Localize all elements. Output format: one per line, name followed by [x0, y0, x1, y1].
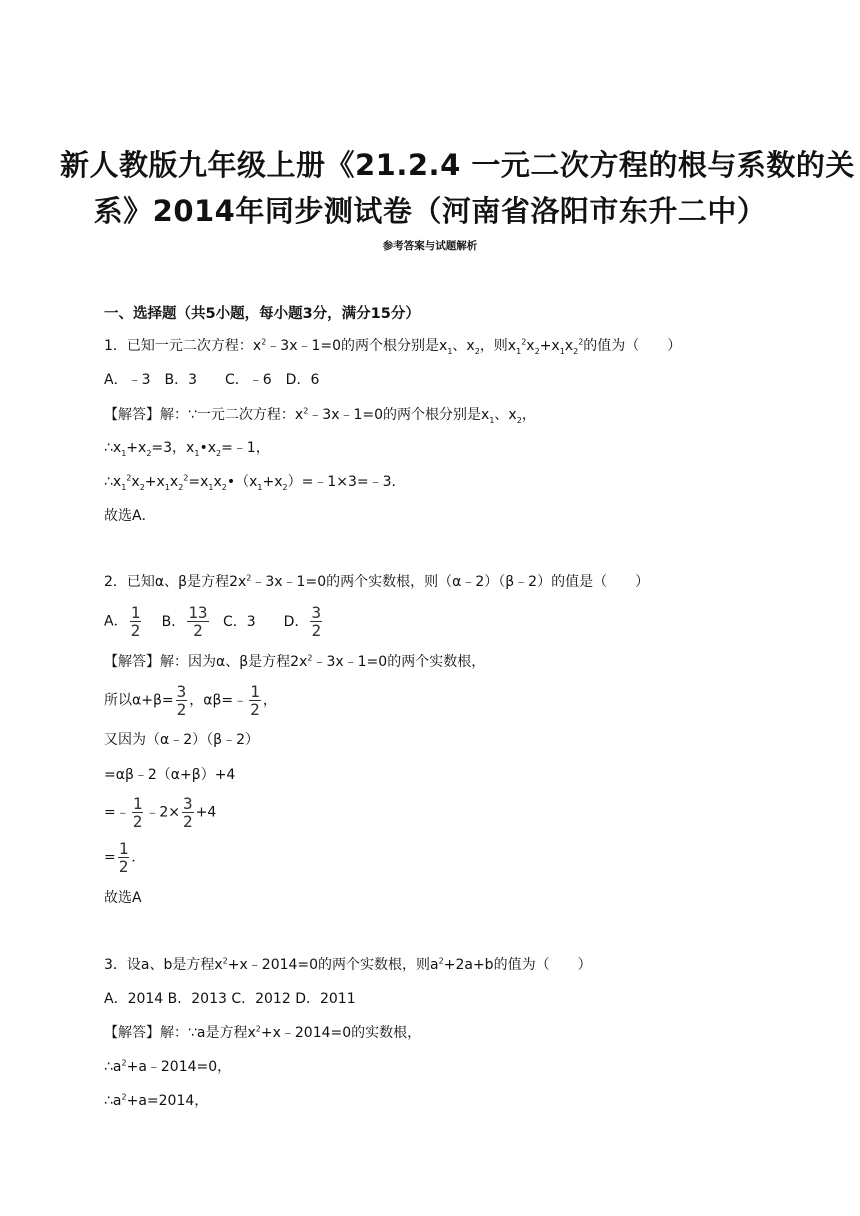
- q1-stem: 1．已知一元二次方程：$x^2﹣3x﹣1=0$的两个根分别是$x_1$、$x_2$，则$x_1^2x_2+x_1x_2^2$的值为（ ）: [104, 337, 682, 356]
- doc-title-line1: 新人教版九年级上册《21.2.4 一元二次方程的根与系数的关: [60, 148, 855, 182]
- fraction-1-2: $\frac{1}{2}$: [130, 603, 141, 640]
- q3-answer-line2: $\therefore a^2+a﹣2014=0$，: [104, 1058, 232, 1075]
- q2-answer-line6: = $\frac{1}{2}$ ．: [104, 839, 146, 876]
- doc-subtitle: 参考答案与试题解析: [382, 240, 478, 252]
- q3-options: A．2014 B．2013 C．2012 D．2011: [104, 991, 356, 1007]
- q2-choice: 故选A: [104, 890, 142, 906]
- q3-stem: 3．设a、b是方程$x^2+x﹣2014=0$的两个实数根，则$a^2+2a+b$的值为（ ）: [104, 956, 592, 973]
- q3-answer-line3: $\therefore a^2+a=2014$，: [104, 1092, 209, 1109]
- fraction-3-2: $\frac{3}{2}$: [311, 603, 322, 640]
- q2-answer-line3: 又因为（α﹣2）（β﹣2）: [104, 732, 259, 748]
- fraction-13-2: $\frac{13}{2}$: [188, 603, 208, 640]
- section-heading: 一、选择题（共5小题，每小题3分，满分15分）: [104, 306, 420, 322]
- q2-answer-line2: 所以α+β= $\frac{3}{2}$ ，αβ=﹣ $\frac{1}{2}$ ，: [104, 682, 277, 719]
- q1-answer-line2: $\therefore x_1+x_2=3$，$x_1•x_2=﹣1$，: [104, 440, 270, 458]
- doc-title-line2: 系》2014年同步测试卷（河南省洛阳市东升二中）: [93, 194, 767, 228]
- q2-stem: 2．已知α、β是方程$2x^2﹣3x﹣1=0$的两个实数根，则（α﹣2）（β﹣2）的值是（ ）: [104, 573, 650, 590]
- q1-choice: 故选A．: [104, 508, 156, 524]
- q1-answer-line1: 【解答】解：∵一元二次方程：$x^2﹣3x﹣1=0$的两个根分别是$x_1$、$x_2$，: [104, 406, 536, 425]
- q1-answer-line3: $\therefore x_1^2x_2+x_1x_2^2=x_1x_2•(x_1+x_2)=﹣1\times 3=﹣3$．: [104, 473, 406, 492]
- q3-answer-line1: 【解答】解：∵a是方程$x^2+x﹣2014=0$的实数根，: [104, 1024, 422, 1041]
- q2-options: A． $\frac{1}{2}$ B． $\frac{13}{2}$ C．3 D． $\frac{3}{2}$: [104, 603, 322, 640]
- q1-options: A．﹣3 B．3 C．﹣6 D．6: [104, 372, 320, 388]
- q2-answer-line1: 【解答】解：因为α、β是方程$2x^2﹣3x﹣1=0$的两个实数根，: [104, 653, 486, 670]
- q2-answer-line4: =αβ﹣2（α+β）+4: [104, 767, 236, 783]
- q2-answer-line5: =﹣ $\frac{1}{2}$ ﹣2× $\frac{3}{2}$ +4: [104, 794, 217, 831]
